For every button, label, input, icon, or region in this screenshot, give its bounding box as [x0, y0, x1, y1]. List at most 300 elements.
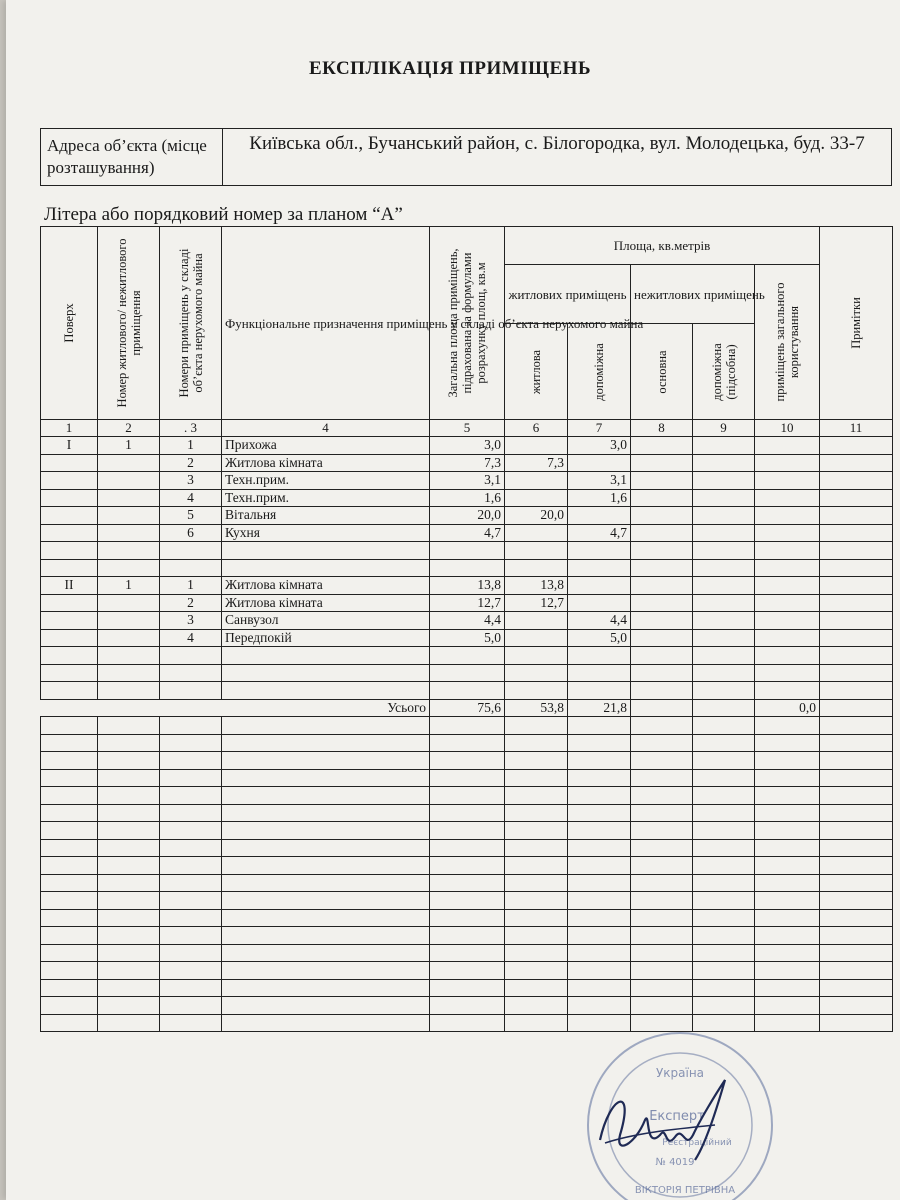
cell-empty: [222, 734, 430, 752]
cell-empty: [693, 612, 755, 630]
cell-living: 13,8: [505, 577, 568, 595]
cell-empty: [505, 769, 568, 787]
cell-empty: [820, 927, 893, 945]
cell-empty: [98, 839, 160, 857]
cell-empty: [755, 559, 820, 577]
table-row: [41, 594, 893, 612]
cell-empty: [755, 892, 820, 910]
cell-empty: [98, 734, 160, 752]
cell-empty: [41, 857, 98, 875]
col-number: 11: [820, 420, 893, 437]
cell-empty: [160, 804, 222, 822]
cell-unit: 1: [98, 437, 160, 455]
cell-room: 6: [160, 524, 222, 542]
cell-empty: [41, 962, 98, 980]
cell-empty: [505, 734, 568, 752]
cell-room: 2: [160, 454, 222, 472]
cell-unit: [98, 542, 160, 560]
cell-empty: [430, 787, 505, 805]
cell-empty: [160, 769, 222, 787]
cell-empty: [820, 559, 893, 577]
cell-unit: [98, 612, 160, 630]
cell-room: [160, 682, 222, 700]
stamp-text-bottom: ВІКТОРІЯ ПЕТРІВНА: [634, 1185, 736, 1196]
table-row-empty: [41, 822, 893, 840]
cell-living: [505, 647, 568, 665]
cell-empty: [41, 892, 98, 910]
cell-empty: [222, 944, 430, 962]
cell-empty: [631, 682, 693, 700]
cell-aux: [568, 682, 631, 700]
cell-empty: [755, 717, 820, 735]
cell-empty: [631, 612, 693, 630]
cell-empty: [755, 752, 820, 770]
cell-empty: [98, 752, 160, 770]
cell-total: [430, 559, 505, 577]
cell-empty: [755, 629, 820, 647]
cell-aux: [568, 507, 631, 525]
totals-living: 53,8: [505, 699, 568, 717]
cell-floor: [41, 524, 98, 542]
cell-empty: [820, 769, 893, 787]
cell-floor: [41, 559, 98, 577]
cell-empty: [98, 822, 160, 840]
table-row: [41, 647, 893, 665]
cell-empty: [160, 874, 222, 892]
cell-floor: [41, 489, 98, 507]
address-box: [40, 128, 892, 186]
cell-empty: [41, 752, 98, 770]
col-number: 10: [755, 420, 820, 437]
cell-room: [160, 559, 222, 577]
cell-aux: [568, 454, 631, 472]
cell-unit: [98, 664, 160, 682]
cell-empty: [222, 804, 430, 822]
table-row: [41, 559, 893, 577]
cell-empty: [160, 909, 222, 927]
cell-empty: [505, 874, 568, 892]
cell-empty: [631, 577, 693, 595]
cell-empty: [160, 962, 222, 980]
cell-empty: [820, 454, 893, 472]
cell-empty: [160, 839, 222, 857]
cell-room: [160, 664, 222, 682]
cell-empty: [631, 769, 693, 787]
table-row-empty: [41, 752, 893, 770]
cell-empty: [505, 717, 568, 735]
cell-empty: [693, 787, 755, 805]
cell-empty: [631, 524, 693, 542]
cell-living: 20,0: [505, 507, 568, 525]
cell-empty: [505, 822, 568, 840]
col-number: 6: [505, 420, 568, 437]
cell-empty: [693, 927, 755, 945]
cell-empty: [631, 629, 693, 647]
cell-empty: [693, 472, 755, 490]
table-row-empty: [41, 909, 893, 927]
cell-empty: [820, 787, 893, 805]
cell-empty: [430, 752, 505, 770]
cell-empty: [693, 664, 755, 682]
cell-empty: [631, 857, 693, 875]
cell-total: [430, 682, 505, 700]
header-floor: Поверх: [41, 227, 98, 420]
cell-empty: [430, 1014, 505, 1032]
cell-empty: [222, 997, 430, 1015]
table-row: [41, 524, 893, 542]
cell-empty: [568, 909, 631, 927]
cell-empty: [568, 734, 631, 752]
cell-empty: [505, 857, 568, 875]
cell-living: [505, 542, 568, 560]
cell-empty: [820, 524, 893, 542]
cell-empty: [631, 472, 693, 490]
cell-empty: [568, 944, 631, 962]
cell-empty: [755, 612, 820, 630]
totals-row: [41, 699, 893, 717]
cell-empty: [222, 979, 430, 997]
stamp-text-reg: № 4019: [655, 1157, 695, 1168]
cell-empty: [222, 787, 430, 805]
cell-unit: [98, 489, 160, 507]
cell-empty: [160, 787, 222, 805]
cell-total: [430, 647, 505, 665]
cell-unit: [98, 629, 160, 647]
cell-unit: 1: [98, 577, 160, 595]
table-row: [41, 577, 893, 595]
cell-empty: [631, 944, 693, 962]
cell-empty: [693, 507, 755, 525]
cell-total: 5,0: [430, 629, 505, 647]
cell-empty: [505, 787, 568, 805]
cell-empty: [820, 892, 893, 910]
table-row-empty: [41, 944, 893, 962]
cell-floor: [41, 629, 98, 647]
cell-living: [505, 664, 568, 682]
cell-empty: [631, 927, 693, 945]
header-total: Загальна площа приміщень, підрахована за формулами розрахунку площ, кв.м: [430, 227, 505, 420]
cell-empty: [820, 1014, 893, 1032]
cell-empty: [631, 542, 693, 560]
cell-empty: [160, 1014, 222, 1032]
table-row-empty: [41, 734, 893, 752]
table-row-empty: [41, 892, 893, 910]
header-living: житлова: [505, 324, 568, 420]
cell-empty: [98, 769, 160, 787]
cell-empty: [693, 892, 755, 910]
cell-empty: [222, 962, 430, 980]
cell-empty: [755, 524, 820, 542]
cell-empty: [568, 752, 631, 770]
col-number: 9: [693, 420, 755, 437]
cell-empty: [755, 682, 820, 700]
table-row-empty: [41, 787, 893, 805]
cell-empty: [693, 577, 755, 595]
cell-living: [505, 437, 568, 455]
table-row: [41, 682, 893, 700]
cell-empty: [98, 857, 160, 875]
cell-empty: [755, 962, 820, 980]
header-main: основна: [631, 324, 693, 420]
table-row-empty: [41, 874, 893, 892]
cell-total: 3,1: [430, 472, 505, 490]
cell-empty: [820, 752, 893, 770]
header-nonresidential: нежитлових приміщень: [631, 265, 755, 324]
cell-empty: [693, 857, 755, 875]
cell-empty: [755, 769, 820, 787]
cell-total: 3,0: [430, 437, 505, 455]
cell-empty: [41, 787, 98, 805]
totals-total: 75,6: [430, 699, 505, 717]
cell-floor: [41, 612, 98, 630]
cell-total: 7,3: [430, 454, 505, 472]
table-row: [41, 612, 893, 630]
cell-empty: [755, 507, 820, 525]
cell-empty: [98, 927, 160, 945]
cell-floor: [41, 542, 98, 560]
cell-empty: [160, 979, 222, 997]
cell-name: Житлова кімната: [222, 577, 430, 595]
cell-empty: [568, 857, 631, 875]
cell-floor: [41, 472, 98, 490]
litera-line: Літера або порядковий номер за планом “А”: [44, 204, 403, 225]
cell-name: [222, 647, 430, 665]
cell-empty: [693, 437, 755, 455]
cell-empty: [222, 857, 430, 875]
cell-room: 4: [160, 629, 222, 647]
table-row: [41, 489, 893, 507]
cell-empty: [222, 717, 430, 735]
cell-aux: [568, 594, 631, 612]
table-row: [41, 664, 893, 682]
cell-empty: [755, 822, 820, 840]
cell-name: Житлова кімната: [222, 454, 430, 472]
cell-empty: [430, 804, 505, 822]
table-row-empty: [41, 979, 893, 997]
cell-empty: [98, 997, 160, 1015]
cell-floor: [41, 507, 98, 525]
cell-unit: [98, 472, 160, 490]
cell-name: Санвузол: [222, 612, 430, 630]
cell-empty: [693, 769, 755, 787]
cell-empty: [41, 804, 98, 822]
cell-empty: [160, 944, 222, 962]
cell-name: Передпокій: [222, 629, 430, 647]
cell-empty: [631, 594, 693, 612]
cell-empty: [505, 1014, 568, 1032]
cell-aux: 4,7: [568, 524, 631, 542]
cell-empty: [631, 734, 693, 752]
cell-empty: [631, 752, 693, 770]
table-row: [41, 507, 893, 525]
cell-empty: [755, 944, 820, 962]
cell-unit: [98, 594, 160, 612]
cell-empty: [820, 489, 893, 507]
cell-living: [505, 682, 568, 700]
cell-room: 3: [160, 472, 222, 490]
cell-empty: [430, 979, 505, 997]
totals-label: Усього: [41, 699, 430, 717]
cell-empty: [820, 629, 893, 647]
cell-empty: [430, 944, 505, 962]
header-unit-no: Номер житлового/ нежитлового приміщення: [98, 227, 160, 420]
table-row-empty: [41, 717, 893, 735]
cell-floor: II: [41, 577, 98, 595]
cell-empty: [430, 962, 505, 980]
table-row-empty: [41, 962, 893, 980]
cell-empty: [41, 839, 98, 857]
header-area: Площа, кв.метрів: [505, 227, 820, 265]
cell-empty: [430, 874, 505, 892]
table-row: [41, 437, 893, 455]
cell-unit: [98, 559, 160, 577]
cell-empty: [98, 787, 160, 805]
cell-empty: [693, 962, 755, 980]
cell-empty: [693, 752, 755, 770]
table-row-empty: [41, 839, 893, 857]
cell-name: [222, 542, 430, 560]
cell-empty: [820, 909, 893, 927]
cell-empty: [755, 542, 820, 560]
cell-aux: 1,6: [568, 489, 631, 507]
cell-aux: [568, 559, 631, 577]
address-label: Адреса об’єкта (місце розташування): [41, 129, 223, 185]
cell-empty: [98, 979, 160, 997]
cell-empty: [505, 927, 568, 945]
cell-floor: [41, 664, 98, 682]
cell-empty: [568, 717, 631, 735]
cell-room: 1: [160, 437, 222, 455]
cell-empty: [820, 682, 893, 700]
cell-empty: [693, 804, 755, 822]
cell-total: 4,4: [430, 612, 505, 630]
cell-total: 1,6: [430, 489, 505, 507]
cell-unit: [98, 682, 160, 700]
cell-total: 4,7: [430, 524, 505, 542]
cell-empty: [222, 769, 430, 787]
cell-empty: [755, 594, 820, 612]
cell-empty: [693, 682, 755, 700]
cell-name: [222, 664, 430, 682]
cell-empty: [222, 752, 430, 770]
cell-empty: [222, 839, 430, 857]
cell-floor: [41, 454, 98, 472]
cell-empty: [160, 892, 222, 910]
table-row-empty: [41, 927, 893, 945]
cell-empty: [693, 629, 755, 647]
cell-living: [505, 489, 568, 507]
cell-living: 7,3: [505, 454, 568, 472]
cell-empty: [98, 804, 160, 822]
cell-empty: [755, 874, 820, 892]
cell-empty: [631, 839, 693, 857]
cell-empty: [631, 559, 693, 577]
cell-empty: [693, 699, 755, 717]
cell-empty: [568, 804, 631, 822]
cell-empty: [505, 804, 568, 822]
cell-empty: [820, 664, 893, 682]
cell-empty: [820, 962, 893, 980]
cell-empty: [41, 822, 98, 840]
cell-empty: [755, 997, 820, 1015]
cell-empty: [568, 839, 631, 857]
cell-room: 2: [160, 594, 222, 612]
cell-name: [222, 682, 430, 700]
cell-empty: [430, 997, 505, 1015]
cell-empty: [631, 699, 693, 717]
cell-empty: [41, 717, 98, 735]
cell-total: 12,7: [430, 594, 505, 612]
cell-empty: [98, 717, 160, 735]
col-number: 2: [98, 420, 160, 437]
cell-unit: [98, 524, 160, 542]
cell-empty: [222, 822, 430, 840]
cell-aux: [568, 542, 631, 560]
cell-empty: [820, 804, 893, 822]
cell-empty: [820, 822, 893, 840]
cell-empty: [755, 787, 820, 805]
cell-empty: [820, 997, 893, 1015]
cell-empty: [568, 787, 631, 805]
cell-empty: [41, 769, 98, 787]
cell-unit: [98, 507, 160, 525]
cell-empty: [430, 822, 505, 840]
header-notes: Примітки: [820, 227, 893, 420]
cell-empty: [755, 839, 820, 857]
cell-empty: [820, 944, 893, 962]
totals-common: 0,0: [755, 699, 820, 717]
table-body: [41, 437, 893, 1032]
cell-empty: [820, 857, 893, 875]
cell-empty: [430, 892, 505, 910]
cell-name: Житлова кімната: [222, 594, 430, 612]
cell-empty: [160, 752, 222, 770]
col-number: 4: [222, 420, 430, 437]
cell-empty: [41, 909, 98, 927]
header-room-no: Номери приміщень у складі об’єкта нерухомого майна: [160, 227, 222, 420]
cell-empty: [631, 909, 693, 927]
cell-unit: [98, 454, 160, 472]
table-row-empty: [41, 804, 893, 822]
cell-empty: [820, 647, 893, 665]
cell-room: 1: [160, 577, 222, 595]
cell-aux: 3,1: [568, 472, 631, 490]
cell-living: 12,7: [505, 594, 568, 612]
cell-empty: [820, 717, 893, 735]
cell-empty: [160, 734, 222, 752]
cell-empty: [693, 979, 755, 997]
cell-empty: [568, 822, 631, 840]
cell-empty: [631, 437, 693, 455]
cell-empty: [631, 489, 693, 507]
cell-empty: [693, 647, 755, 665]
cell-empty: [222, 909, 430, 927]
col-number: 8: [631, 420, 693, 437]
cell-empty: [430, 839, 505, 857]
cell-aux: [568, 577, 631, 595]
cell-room: 4: [160, 489, 222, 507]
totals-aux: 21,8: [568, 699, 631, 717]
cell-room: [160, 542, 222, 560]
header-purpose: Функціональне призначення приміщень у складі об’єкта нерухомого майна: [222, 227, 430, 420]
cell-empty: [755, 437, 820, 455]
cell-empty: [222, 874, 430, 892]
cell-floor: [41, 682, 98, 700]
cell-empty: [430, 717, 505, 735]
cell-total: [430, 664, 505, 682]
cell-empty: [41, 997, 98, 1015]
cell-empty: [631, 647, 693, 665]
